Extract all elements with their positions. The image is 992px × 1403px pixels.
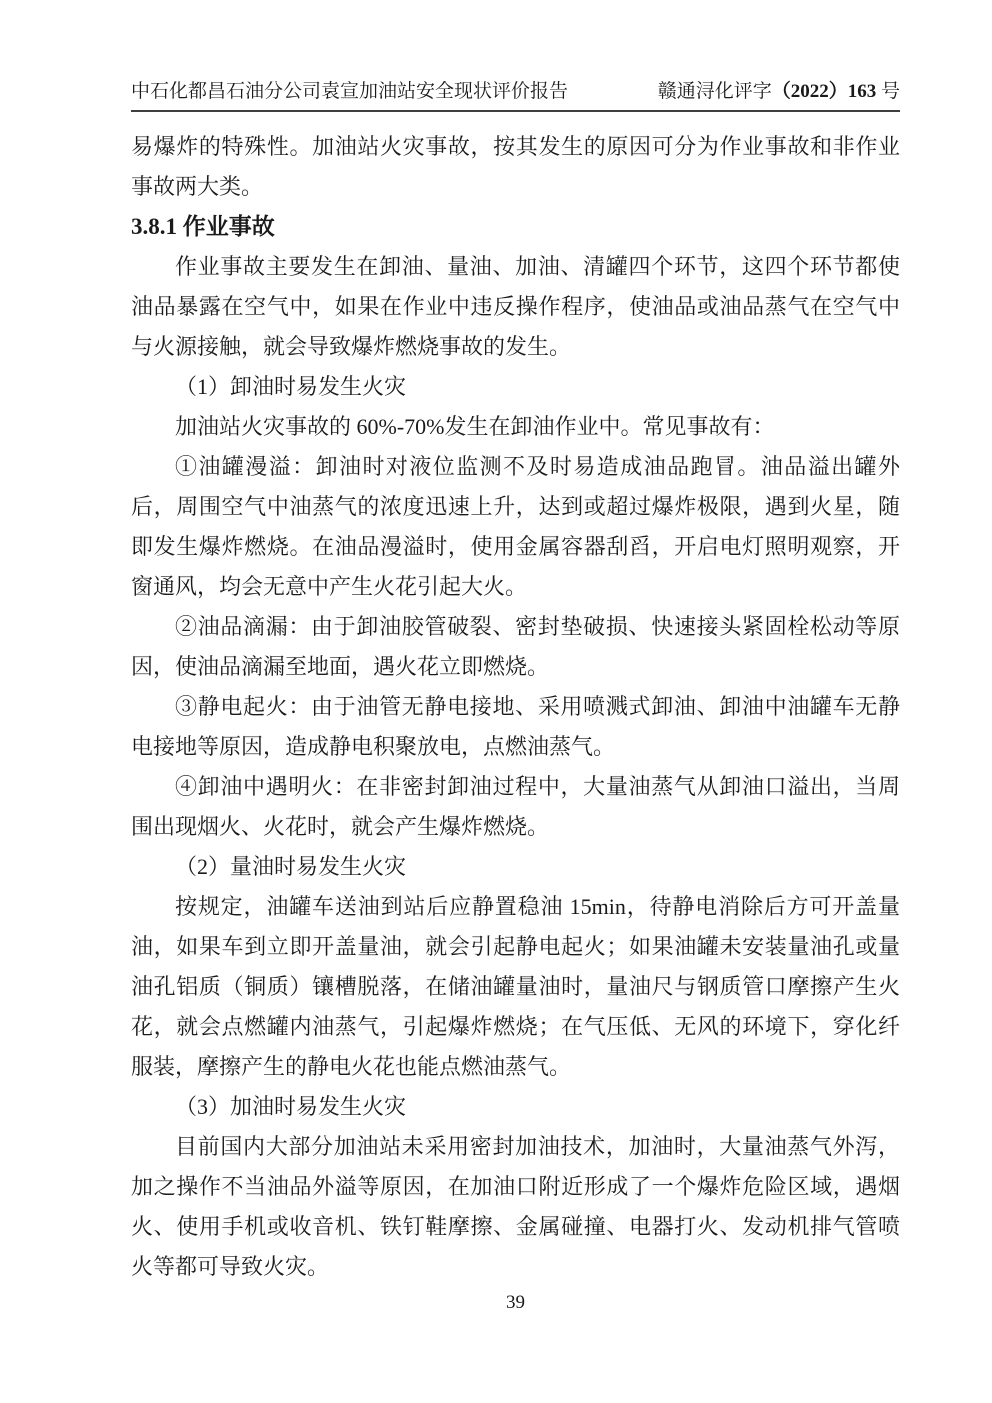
paragraph-intro-continuation: 易爆炸的特殊性。加油站火灾事故，按其发生的原因可分为作业事故和非作业事故两大类。	[131, 134, 900, 199]
document-body	[131, 127, 900, 1287]
subheading-unloading-fire: （1）卸油时易发生火灾	[175, 374, 407, 399]
page-footer	[131, 1290, 900, 1316]
doc-number-bold: （2022）163	[771, 81, 877, 102]
section-heading-3-8-1: 3.8.1 作业事故	[131, 214, 275, 239]
page-header	[131, 80, 900, 112]
page-number: 39	[506, 1292, 525, 1313]
paragraph-refueling-detail: 目前国内大部分加油站未采用密封加油技术，加油时，大量油蒸气外泻，加之操作不当油品外溢等原因，在加油口附近形成了一个爆炸危险区域，遇烟火、使用手机或收音机、铁钉鞋摩擦、金属碰撞、电器打火、发动机排气管喷火等都可导致火灾。	[131, 1134, 900, 1279]
doc-number	[658, 80, 900, 104]
paragraph-unloading-stats: 加油站火灾事故的 60%-70%发生在卸油作业中。常见事故有：	[175, 414, 775, 439]
subheading-refueling-fire: （3）加油时易发生火灾	[175, 1094, 407, 1119]
paragraph-static-ignition: ③静电起火：由于油管无静电接地、采用喷溅式卸油、卸油中油罐车无静电接地等原因，造成静电积聚放电，点燃油蒸气。	[131, 694, 900, 759]
doc-number-suffix: 号	[880, 81, 900, 102]
subheading-gauging-fire: （2）量油时易发生火灾	[175, 854, 407, 879]
paragraph-gauging-detail: 按规定，油罐车送油到站后应静置稳油 15min，待静电消除后方可开盖量油，如果车到立即开盖量油，就会引起静电起火；如果油罐未安装量油孔或量油孔铝质（铜质）镶槽脱落，在储油罐量油时，量油尺与钢质管口摩擦产生火花，就会点燃罐内油蒸气，引起爆炸燃烧；在气压低、无风的环境下，穿化纤服装，摩擦产生的静电火花也能点燃油蒸气。	[131, 894, 900, 1079]
header-left-title: 中石化都昌石油分公司袁宣加油站安全现状评价报告	[131, 81, 569, 102]
paragraph-open-flame: ④卸油中遇明火：在非密封卸油过程中，大量油蒸气从卸油口溢出，当周围出现烟火、火花时，就会产生爆炸燃烧。	[131, 774, 900, 839]
doc-number-prefix: 赣通浔化评字	[657, 81, 772, 102]
paragraph-oil-dripping: ②油品滴漏：由于卸油胶管破裂、密封垫破损、快速接头紧固栓松动等原因，使油品滴漏至地面，遇火花立即燃烧。	[131, 614, 900, 679]
paragraph-overview: 作业事故主要发生在卸油、量油、加油、清罐四个环节，这四个环节都使油品暴露在空气中，如果在作业中违反操作程序，使油品或油品蒸气在空气中与火源接触，就会导致爆炸燃烧事故的发生。	[131, 254, 900, 359]
paragraph-tank-overflow: ①油罐漫溢：卸油时对液位监测不及时易造成油品跑冒。油品溢出罐外后，周围空气中油蒸气的浓度迅速上升，达到或超过爆炸极限，遇到火星，随即发生爆炸燃烧。在油品漫溢时，使用金属容器刮舀，开启电灯照明观察，开窗通风，均会无意中产生火花引起大火。	[131, 454, 900, 599]
